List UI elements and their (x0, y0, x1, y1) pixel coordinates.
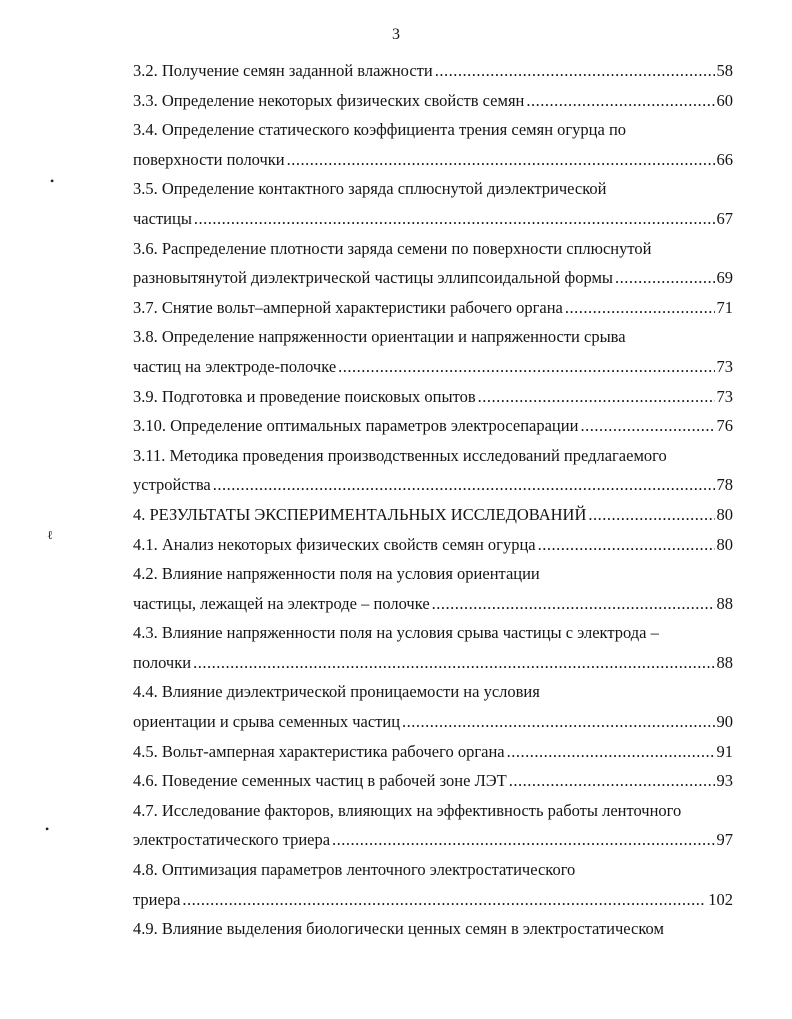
toc-line (133, 648, 733, 678)
toc-entry (133, 322, 733, 381)
toc-entry (133, 914, 733, 944)
toc-entry-title: 3.6. Распределение плотности заряда семени по поверхности сплюснутой (133, 238, 652, 258)
toc-entry (133, 382, 733, 412)
toc-entry (133, 234, 733, 293)
toc-entry-title: триера (133, 889, 181, 909)
dot-leader (526, 86, 714, 116)
dot-leader (213, 470, 715, 500)
toc-entry-title: 4.5. Вольт-амперная характеристика рабочего органа (133, 741, 505, 761)
toc-page-number: 78 (716, 475, 733, 495)
toc-entry (133, 618, 733, 677)
toc-page-number: 69 (716, 268, 733, 288)
toc-entry-title: устройства (133, 475, 211, 495)
toc-entry-title: разновытянутой диэлектрической частицы эллипсоидальной формы (133, 268, 613, 288)
toc-line (133, 322, 733, 352)
dot-leader (538, 530, 715, 560)
toc-entry-title: 3.2. Получение семян заданной влажности (133, 61, 433, 80)
toc-entry (133, 737, 733, 767)
toc-line (133, 737, 733, 767)
toc-line (133, 559, 733, 589)
toc-entry (133, 766, 733, 796)
toc-line (133, 796, 733, 826)
toc-entry-title: 4.4. Влияние диэлектрической проницаемости на условия (133, 682, 540, 702)
toc-entry-title: 3.11. Методика проведения производственных исследований предлагаемого (133, 445, 667, 465)
toc-entry (133, 115, 733, 174)
toc-line (133, 470, 733, 500)
dot-leader (432, 589, 715, 619)
toc-line (133, 382, 733, 412)
toc-line (133, 855, 733, 885)
toc-entry-title: полочки (133, 652, 192, 672)
toc-line (133, 914, 733, 944)
toc-page-number: 97 (716, 830, 733, 850)
toc-page-number: 90 (716, 712, 733, 732)
toc-entry (133, 855, 733, 914)
toc-page-number: 80 (716, 534, 733, 554)
toc-line (133, 263, 733, 293)
toc-page-number: 58 (716, 61, 733, 80)
toc-line (133, 234, 733, 264)
scan-speck: ℓ (47, 528, 53, 542)
toc-line (133, 707, 733, 737)
toc-line (133, 530, 733, 560)
toc-entry (133, 293, 733, 323)
toc-entry-title: 3.5. Определение контактного заряда сплюснутой диэлектрической (133, 179, 607, 199)
dot-leader (435, 56, 715, 86)
toc-page-number: 102 (708, 889, 733, 909)
toc-line (133, 500, 733, 530)
dot-leader (338, 352, 714, 382)
dot-leader (507, 737, 715, 767)
toc-line (133, 411, 733, 441)
toc-entry-title: 4.9. Влияние выделения биологически ценных семян в электростатическом (133, 919, 664, 939)
toc-page-number: 73 (716, 386, 733, 406)
toc-page-number: 60 (716, 90, 733, 110)
toc-entry (133, 530, 733, 560)
toc-entry-title: 4.6. Поведение семенных частиц в рабочей зоне ЛЭТ (133, 771, 507, 791)
toc-entry (133, 411, 733, 441)
toc-entry-title: частиц на электроде-полочке (133, 356, 337, 376)
dot-leader (509, 766, 715, 796)
toc-line (133, 441, 733, 471)
toc-entry (133, 441, 733, 500)
dot-leader (588, 500, 714, 530)
toc-page-number: 71 (716, 297, 733, 317)
toc-line (133, 293, 733, 323)
table-of-contents (133, 56, 733, 944)
toc-entry-title: поверхности полочки (133, 149, 285, 169)
toc-line (133, 86, 733, 116)
toc-line (133, 885, 733, 915)
toc-entry-title: частицы (133, 208, 192, 228)
scan-speck: • (50, 174, 55, 188)
toc-line (133, 825, 733, 855)
toc-entry-title: ориентации и срыва семенных частиц (133, 712, 401, 732)
toc-entry-title: 4. РЕЗУЛЬТАТЫ ЭКСПЕРИМЕНТАЛЬНЫХ ИССЛЕДОВАНИЙ (133, 504, 587, 524)
scan-speck: • (45, 822, 50, 836)
toc-entry-title: 3.9. Подготовка и проведение поисковых опытов (133, 386, 476, 406)
toc-line (133, 352, 733, 382)
dot-leader (580, 411, 714, 441)
toc-line (133, 145, 733, 175)
toc-entry-title: частицы, лежащей на электроде – полочке (133, 593, 430, 613)
toc-line (133, 766, 733, 796)
toc-page-number: 91 (716, 741, 733, 761)
toc-line (133, 115, 733, 145)
dot-leader (193, 648, 714, 678)
toc-page-number: 80 (716, 504, 733, 524)
dot-leader (402, 707, 714, 737)
toc-entry (133, 174, 733, 233)
toc-line (133, 56, 733, 86)
toc-entry-title: 4.7. Исследование факторов, влияющих на эффективность работы ленточного (133, 800, 682, 820)
toc-line (133, 618, 733, 648)
toc-line (133, 589, 733, 619)
toc-page-number: 88 (716, 593, 733, 613)
toc-entry (133, 796, 733, 855)
toc-entry-title: 3.3. Определение некоторых физических свойств семян (133, 90, 525, 110)
toc-line (133, 677, 733, 707)
toc-entry-title: 4.3. Влияние напряженности поля на условия срыва частицы с электрода – (133, 623, 659, 643)
toc-page-number: 67 (716, 208, 733, 228)
toc-page-number: 66 (716, 149, 733, 169)
dot-leader (182, 885, 706, 915)
toc-entry-title: 3.7. Снятие вольт–амперной характеристики рабочего органа (133, 297, 563, 317)
toc-entry (133, 677, 733, 736)
toc-page-number: 76 (716, 416, 733, 436)
toc-entry-title: 4.2. Влияние напряженности поля на условия ориентации (133, 564, 540, 584)
dot-leader (478, 382, 715, 412)
toc-entry-title: электростатического триера (133, 830, 331, 850)
toc-entry-title: 3.10. Определение оптимальных параметров электросепарации (133, 416, 579, 436)
toc-line (133, 174, 733, 204)
dot-leader (332, 825, 714, 855)
dot-leader (194, 204, 715, 234)
dot-leader (565, 293, 715, 323)
toc-line (133, 204, 733, 234)
toc-entry (133, 500, 733, 530)
toc-page-number: 93 (716, 771, 733, 791)
dot-leader (287, 145, 715, 175)
toc-entry (133, 86, 733, 116)
toc-entry (133, 56, 733, 86)
toc-entry-title: 4.8. Оптимизация параметров ленточного электростатического (133, 860, 576, 880)
toc-entry-title: 4.1. Анализ некоторых физических свойств семян огурца (133, 534, 536, 554)
dot-leader (615, 263, 715, 293)
toc-entry (133, 559, 733, 618)
toc-entry-title: 3.8. Определение напряженности ориентации и напряженности срыва (133, 327, 626, 347)
toc-page-number: 88 (716, 652, 733, 672)
page-number: 3 (392, 26, 400, 43)
toc-page-number: 73 (716, 356, 733, 376)
toc-entry-title: 3.4. Определение статического коэффициента трения семян огурца по (133, 120, 627, 140)
